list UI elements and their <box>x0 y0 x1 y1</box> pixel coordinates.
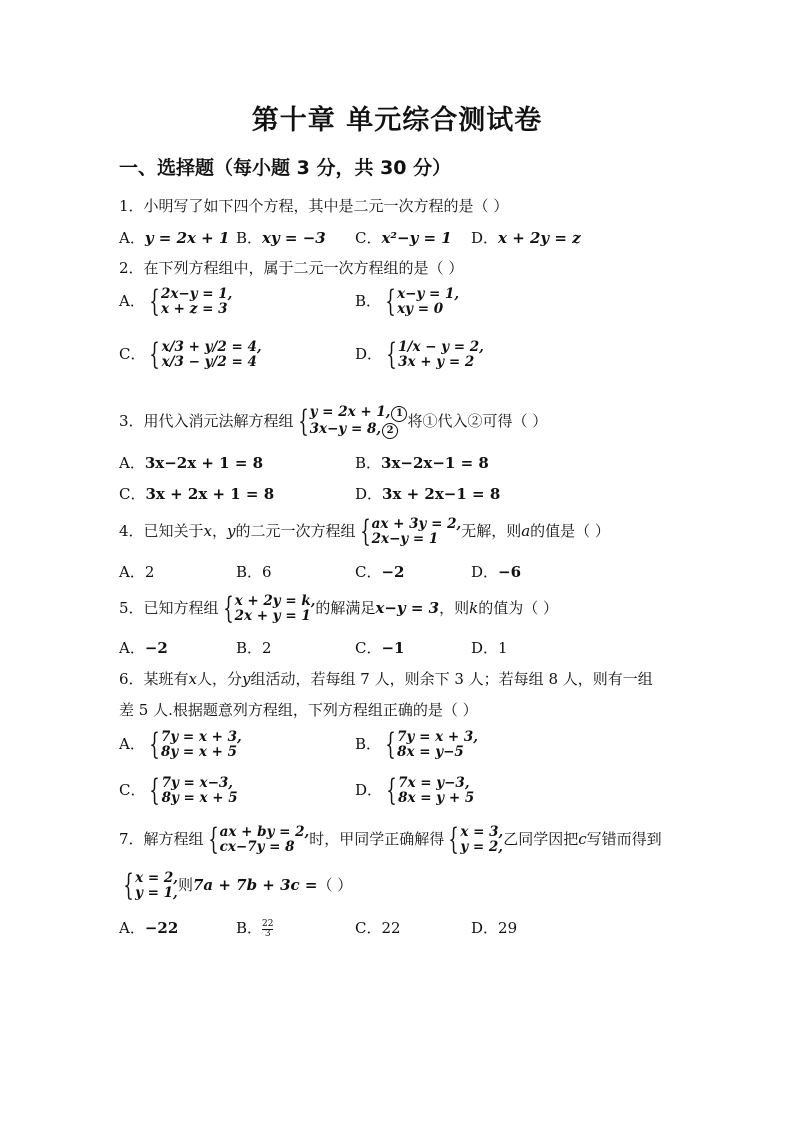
q6-option-d-label: D． <box>355 781 383 799</box>
q2-b-row2: xy = 0 <box>397 301 444 317</box>
q7-row2: cx−7y = 8 <box>219 839 295 855</box>
q6-option-d[interactable]: D． { 7x = y−3, 8x = y + 5 <box>355 773 475 808</box>
q5-stem-post2: 的值为（ ） <box>478 599 558 617</box>
q2-option-d-label: D． <box>355 345 383 363</box>
q2-c-row1: x/3 + y/2 = 4, <box>161 339 262 355</box>
q2-c-row2: x/3 − y/2 = 4 <box>161 354 257 370</box>
q4-var-a: a <box>521 522 531 540</box>
q4-row2: 2x−y = 1 <box>371 531 439 547</box>
q4-option-c-expr: −2 <box>381 563 405 581</box>
q3-stem-post: 将①代入②可得（ ） <box>407 412 548 430</box>
q1-option-a[interactable] <box>119 228 229 248</box>
q7-option-a-label: A． <box>119 919 145 937</box>
q3-option-d[interactable] <box>355 484 500 504</box>
q6-var-x: x <box>188 670 198 688</box>
q7-var-c: c <box>578 830 587 848</box>
q5-var-k: k <box>469 599 479 617</box>
q2-option-c-label: C． <box>119 345 146 363</box>
q3-option-d-label: D． <box>355 485 383 503</box>
q7-option-b[interactable] <box>236 918 273 939</box>
question-7-stem-line2: { x = 2, y = 1, 则7a + 7b + 3c =（ ） <box>123 868 353 903</box>
q7-stem-post4: （ ） <box>317 876 353 894</box>
q5-option-a[interactable] <box>119 638 168 658</box>
q4-option-d-expr: −6 <box>498 563 522 581</box>
q5-option-a-label: A． <box>119 639 145 657</box>
q4-stem-post1: 无解，则 <box>461 522 522 540</box>
q6-option-c-label: C． <box>119 781 146 799</box>
q2-option-b-label: B． <box>355 292 382 310</box>
q6-a-row2: 8y = x + 5 <box>160 744 238 760</box>
q6-stem-pre: 6．某班有 <box>119 670 189 688</box>
q1-option-a-label: A． <box>119 229 145 247</box>
q7-option-b-label: B． <box>236 919 263 937</box>
q4-option-c[interactable] <box>355 562 405 582</box>
q3-stem-pre: 3．用代入消元法解方程组 <box>119 412 294 430</box>
q2-b-row1: x−y = 1, <box>397 286 460 302</box>
q7-solution2-row2: y = 1, <box>135 885 178 901</box>
q6-b-row1: 7y = x + 3, <box>397 729 478 745</box>
q7-option-a-expr: −22 <box>144 919 179 937</box>
q7-stem-pre: 7．解方程组 <box>119 830 204 848</box>
circled-1-icon: 1 <box>391 406 407 422</box>
q5-stem-mid: 的解满足 <box>315 599 376 617</box>
page-title: 第十章 单元综合测试卷 <box>251 105 543 136</box>
question-5-stem: 5．已知方程组 { x + 2y = k, 2x + y = 1 的解满足x−y = 3，则k的值为（ ） <box>119 591 558 626</box>
q3-option-a[interactable] <box>119 453 263 473</box>
q3-row2: 3x−y = 8, <box>309 421 382 437</box>
q4-option-d-label: D． <box>471 563 499 581</box>
q1-option-c-expr: x²−y = 1 <box>381 229 452 247</box>
q7-solution1-row1: x = 3, <box>460 824 504 840</box>
q5-condition: x−y = 3 <box>375 599 440 617</box>
q5-stem-post1: ，则 <box>439 599 470 617</box>
q4-stem-post2: 的值是（ ） <box>530 522 610 540</box>
q7-option-b-fraction <box>262 920 273 939</box>
question-3-stem: 3．用代入消元法解方程组 { y = 2x + 1, 1 3x−y = 8, 2 将①代入②可得（ ） <box>119 404 548 439</box>
q4-row1: ax + 3y = 2, <box>371 516 462 532</box>
question-6-stem-line1 <box>119 669 653 689</box>
question-4-stem: 4．已知关于x，y的二元一次方程组 { ax + 3y = 2, 2x−y = 1 无解，则a的值是（ ） <box>119 514 610 549</box>
q1-option-c[interactable] <box>355 228 452 248</box>
q3-option-a-expr: 3x−2x + 1 = 8 <box>144 454 264 472</box>
q7-b-numerator: 22 <box>262 918 274 929</box>
q5-option-c[interactable] <box>355 638 405 658</box>
q5-row1: x + 2y = k, <box>234 593 316 609</box>
q5-option-c-label: C． <box>355 639 382 657</box>
q2-option-d[interactable]: D． { 1/x − y = 2, 3x + y = 2 <box>355 337 484 372</box>
q6-stem-mid: 人，分 <box>197 670 243 688</box>
question-2-stem: 2．在下列方程组中，属于二元一次方程组的是（ ） <box>119 259 464 277</box>
q7-stem-mid: 时，甲同学正确解得 <box>309 830 445 848</box>
q1-option-c-label: C． <box>355 229 382 247</box>
q7-option-c[interactable]: C．22 <box>355 919 401 937</box>
q3-option-c-expr: 3x + 2x + 1 = 8 <box>145 485 275 503</box>
q6-var-y: y <box>242 670 251 688</box>
q2-option-a[interactable]: A． { 2x−y = 1, x + z = 3 <box>119 284 233 319</box>
section-heading: 一、选择题（每小题 3 分，共 30 分） <box>119 157 452 179</box>
q7-stem-post2: 写错而得到 <box>586 830 662 848</box>
q6-option-c[interactable]: C． { 7y = x−3, 8y = x + 5 <box>119 773 238 808</box>
q4-option-b[interactable]: B．6 <box>236 563 272 581</box>
q4-option-c-label: C． <box>355 563 382 581</box>
q6-c-row1: 7y = x−3, <box>161 775 233 791</box>
q4-stem-mid: 的二元一次方程组 <box>235 522 356 540</box>
q7-b-denominator: 3 <box>264 928 271 939</box>
q3-option-c[interactable] <box>119 484 274 504</box>
q1-option-a-expr: y = 2x + 1 <box>144 229 230 247</box>
q5-option-d[interactable]: D．1 <box>471 639 508 657</box>
q6-c-row2: 8y = x + 5 <box>161 790 238 806</box>
q7-stem-post1: 乙同学因把 <box>503 830 579 848</box>
q6-d-row2: 8x = y + 5 <box>398 790 475 806</box>
q6-option-b-label: B． <box>355 735 382 753</box>
question-1-stem: 1．小明写了如下四个方程，其中是二元一次方程的是（ ） <box>119 197 509 215</box>
q5-option-b[interactable]: B．2 <box>236 639 272 657</box>
q5-stem-pre: 5．已知方程组 <box>119 599 219 617</box>
q5-row2: 2x + y = 1 <box>234 608 311 624</box>
q5-option-a-expr: −2 <box>144 639 168 657</box>
q2-option-a-label: A． <box>119 292 145 310</box>
q2-a-row1: 2x−y = 1, <box>160 286 233 302</box>
q4-var-x: x <box>203 522 213 540</box>
q3-row1: y = 2x + 1, <box>309 404 391 420</box>
q7-solution1-row2: y = 2, <box>460 839 504 855</box>
q7-stem-post3: 则 <box>177 876 193 894</box>
q5-option-c-expr: −1 <box>381 639 405 657</box>
question-7-stem-line1: 7．解方程组 { ax + by = 2, cx−7y = 8 时，甲同学正确解得 { x = 3, y = 2, 乙同学因把c写错而得到 <box>119 822 662 857</box>
q6-option-a[interactable]: A． { 7y = x + 3, 8y = x + 5 <box>119 727 242 762</box>
q1-option-b-expr: xy = −3 <box>262 229 326 247</box>
q2-a-row2: x + z = 3 <box>160 301 228 317</box>
q3-option-a-label: A． <box>119 454 145 472</box>
q1-option-b[interactable] <box>236 228 326 248</box>
q4-option-a[interactable]: A．2 <box>119 563 155 581</box>
q4-var-y: y <box>227 522 236 540</box>
q7-option-d[interactable]: D．29 <box>471 919 518 937</box>
q7-expression: 7a + 7b + 3c = <box>192 876 318 894</box>
q2-d-row2: 3x + y = 2 <box>398 354 475 370</box>
q6-b-row2: 8x = y−5 <box>397 744 464 760</box>
q6-d-row1: 7x = y−3, <box>398 775 470 791</box>
q1-option-d-expr: x + 2y = z <box>498 229 581 247</box>
q3-option-c-label: C． <box>119 485 146 503</box>
q2-option-c[interactable]: C． { x/3 + y/2 = 4, x/3 − y/2 = 4 <box>119 337 262 372</box>
q4-stem-pre: 4．已知关于 <box>119 522 204 540</box>
q6-option-b[interactable]: B． { 7y = x + 3, 8x = y−5 <box>355 727 478 762</box>
q3-option-d-expr: 3x + 2x−1 = 8 <box>382 485 501 503</box>
q3-option-b-label: B． <box>355 454 382 472</box>
question-6-stem-line2: 差 5 人.根据题意列方程组，下列方程组正确的是（ ） <box>119 701 478 719</box>
q6-a-row1: 7y = x + 3, <box>160 729 242 745</box>
q1-option-d[interactable] <box>471 228 581 248</box>
q7-option-a[interactable] <box>119 918 178 938</box>
q7-solution2-row1: x = 2, <box>135 870 178 886</box>
q6-stem-post: 组活动，若每组 7 人，则余下 3 人；若每组 8 人，则有一组 <box>250 670 653 688</box>
q1-option-b-label: B． <box>236 229 263 247</box>
q3-option-b[interactable] <box>355 453 489 473</box>
q1-option-d-label: D． <box>471 229 499 247</box>
q6-option-a-label: A． <box>119 735 145 753</box>
q2-d-row1: 1/x − y = 2, <box>398 339 484 355</box>
q4-option-d[interactable] <box>471 562 521 582</box>
q7-row1: ax + by = 2, <box>219 824 310 840</box>
q4-comma: ， <box>212 522 228 540</box>
q2-option-b[interactable]: B． { x−y = 1, xy = 0 <box>355 284 460 319</box>
q3-option-b-expr: 3x−2x−1 = 8 <box>381 454 489 472</box>
circled-2-icon: 2 <box>382 423 398 439</box>
